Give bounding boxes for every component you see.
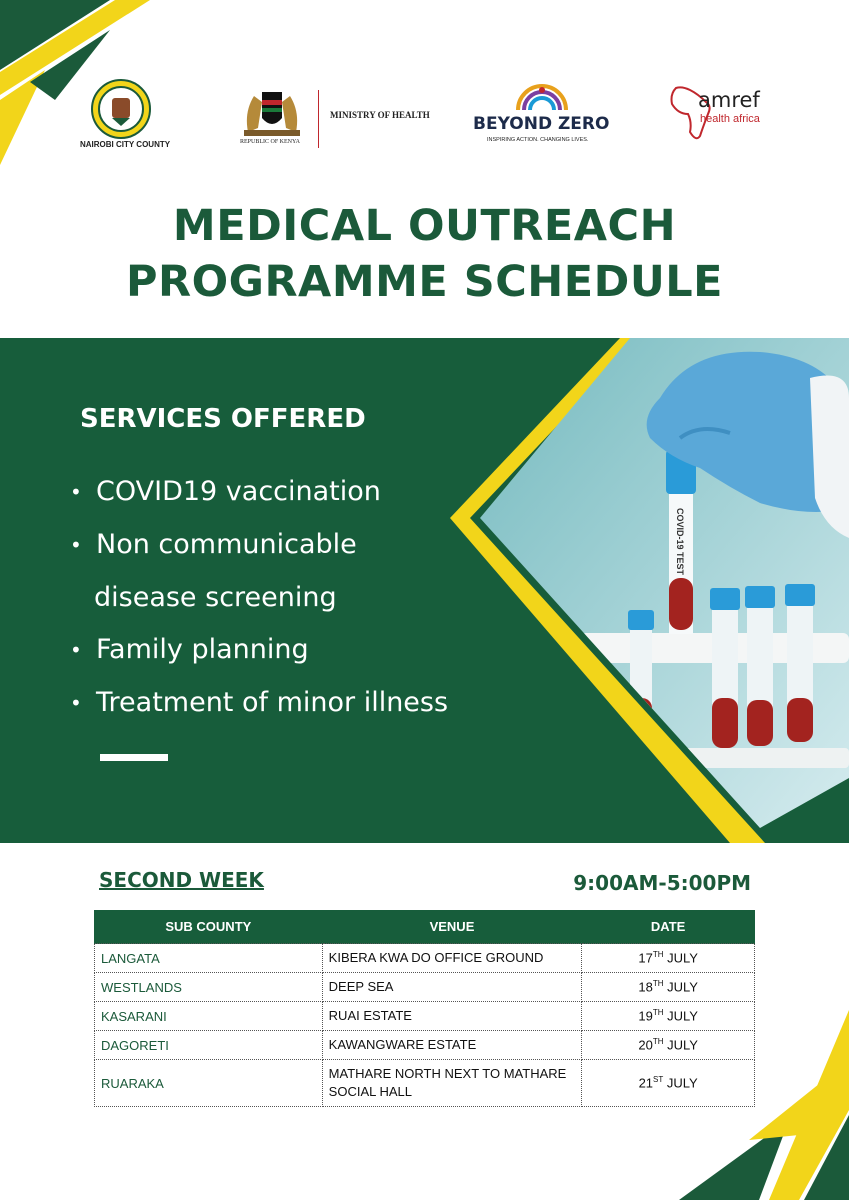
- services-list: [70, 466, 448, 730]
- cell-venue: KAWANGWARE ESTATE: [322, 1031, 582, 1060]
- week-label: SECOND WEEK: [99, 868, 264, 892]
- amref-label: amref: [698, 88, 760, 112]
- list-item: • Treatment of minor illness: [70, 686, 449, 718]
- cell-venue: RUAI ESTATE: [322, 1002, 582, 1031]
- schedule-table: [94, 910, 755, 1107]
- ministry-of-health-label: MINISTRY OF HEALTH: [330, 110, 430, 120]
- beyond-zero-label: BEYOND ZERO: [473, 114, 610, 134]
- list-item: • Family planning: [70, 634, 309, 665]
- republic-of-kenya-label: REPUBLIC OF KENYA: [240, 139, 301, 145]
- cell-sub-county: KASARANI: [95, 1002, 323, 1031]
- services-banner: [0, 338, 849, 843]
- tube-label: COVID-19 TEST: [675, 508, 685, 576]
- hours-label: 9:00AM-5:00PM: [573, 871, 751, 895]
- table-row: [95, 944, 755, 973]
- cell-date: 18TH JULY: [582, 973, 755, 1002]
- cell-sub-county: DAGORETI: [95, 1031, 323, 1060]
- cell-date: 19TH JULY: [582, 1002, 755, 1031]
- cell-date: 17TH JULY: [582, 944, 755, 973]
- table-row: [95, 1031, 755, 1060]
- cell-venue: MATHARE NORTH NEXT TO MATHARE SOCIAL HALL: [322, 1060, 582, 1107]
- cell-date: 20TH JULY: [582, 1031, 755, 1060]
- table-row: [95, 973, 755, 1002]
- list-item: • Non communicable: [70, 528, 357, 560]
- cell-sub-county: LANGATA: [95, 944, 323, 973]
- beyond-zero-tagline: INSPIRING ACTION. CHANGING LIVES.: [487, 137, 589, 143]
- header-sub-county: SUB COUNTY: [95, 910, 323, 944]
- cell-venue: DEEP SEA: [322, 973, 582, 1002]
- page-title: [0, 198, 849, 310]
- list-item: disease screening: [94, 581, 337, 613]
- cell-venue: KIBERA KWA DO OFFICE GROUND: [322, 944, 582, 973]
- beyond-zero-logo: [512, 82, 572, 112]
- header-date: DATE: [582, 910, 755, 944]
- list-item: • COVID19 vaccination: [70, 476, 381, 507]
- logo-divider: [318, 90, 319, 148]
- header-venue: VENUE: [322, 910, 582, 944]
- amref-sub-label: health africa: [700, 113, 760, 125]
- decorative-bar: [100, 754, 168, 761]
- covid-test-photo: [430, 338, 849, 843]
- table-row: [95, 1002, 755, 1031]
- table-row: [95, 1060, 755, 1107]
- table-header-row: [95, 910, 755, 944]
- nairobi-county-logo: [90, 78, 152, 140]
- title-line-1: MEDICAL OUTREACH: [172, 201, 677, 251]
- kenya-coat-of-arms-logo: [240, 82, 304, 138]
- cell-sub-county: WESTLANDS: [95, 973, 323, 1002]
- cell-date: 21ST JULY: [582, 1060, 755, 1107]
- services-heading: SERVICES OFFERED: [80, 404, 366, 434]
- nairobi-county-label: NAIROBI CITY COUNTY: [80, 140, 171, 149]
- title-line-2: PROGRAMME SCHEDULE: [125, 257, 724, 307]
- cell-sub-county: RUARAKA: [95, 1060, 323, 1107]
